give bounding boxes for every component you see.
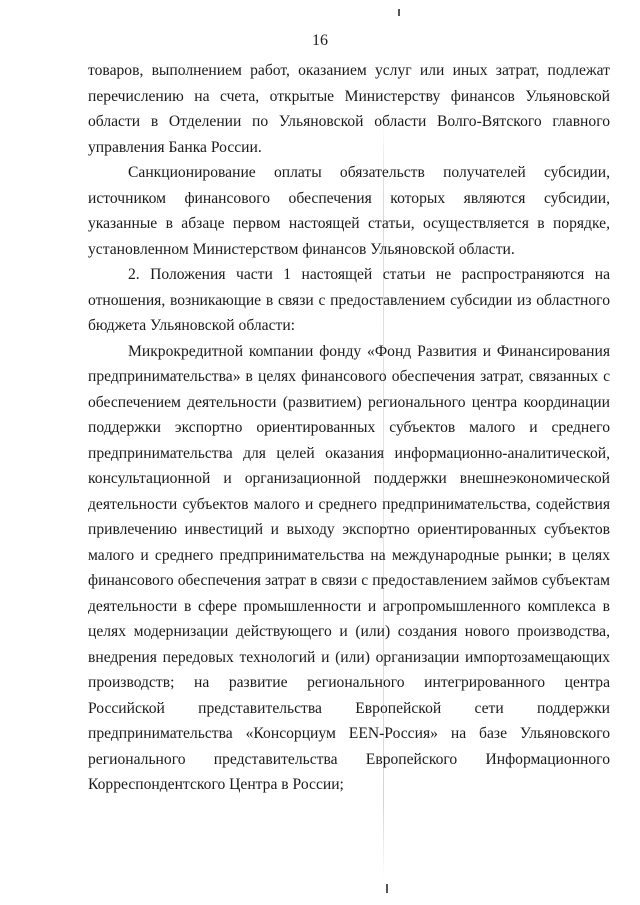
scan-mark-bottom: [386, 884, 388, 893]
paragraph-microcredit-fund: Микрокредитной компании фонду «Фонд Развития и Финансирования предпринимательства» в целях финансового обеспечения затрат, связанных с обеспечением деятельности (развитием) регионального центра координации поддержки экспортно ориентированных субъектов малого и среднего предпринимательства для целей оказания информационно-аналитической, консультационной и организационной поддержки внешнеэкономической деятельности субъектов малого и среднего предпринимательства, содействия привлечению инвестиций и выходу экспортно ориентированных субъектов малого и среднего предпринимательства на международные рынки; в целях финансового обеспечения затрат в связи с предоставлением займов субъектам деятельности в сфере промышленности и агропромышленного комплекса в целях модернизации действующего и (или) создания нового производства, внедрения передовых технологий и (или) организации импортозамещающих производств; на развитие регионального интегрированного центра Российской представительства Европейской сети поддержки предпринимательства «Консорциум EEN-Россия» на базе Ульяновского регионального представительства Европейского Информационного Корреспондентского Центра в России;: [88, 342, 610, 793]
scan-mark-top: [398, 9, 400, 16]
document-body: [88, 58, 610, 798]
paragraph-clause-2: 2. Положения части 1 настоящей статьи не распространяются на отношения, возникающие в связи с предоставлением субсидии из областного бюджета Ульяновской области:: [88, 266, 610, 334]
paragraph-continuation: товаров, выполнением работ, оказанием услуг или иных затрат, подлежат перечислению на счета, открытые Министерству финансов Ульяновской области в Отделении по Ульяновской области Волго-Вятского главного управления Банка России.: [88, 62, 610, 156]
paragraph-sanction: Санкционирование оплаты обязательств получателей субсидии, источником финансового обеспечения которых являются субсидии, указанные в абзаце первом настоящей статьи, осуществляется в порядке, установленном Министерством финансов Ульяновской области.: [88, 164, 610, 258]
page-number: 16: [312, 32, 328, 49]
